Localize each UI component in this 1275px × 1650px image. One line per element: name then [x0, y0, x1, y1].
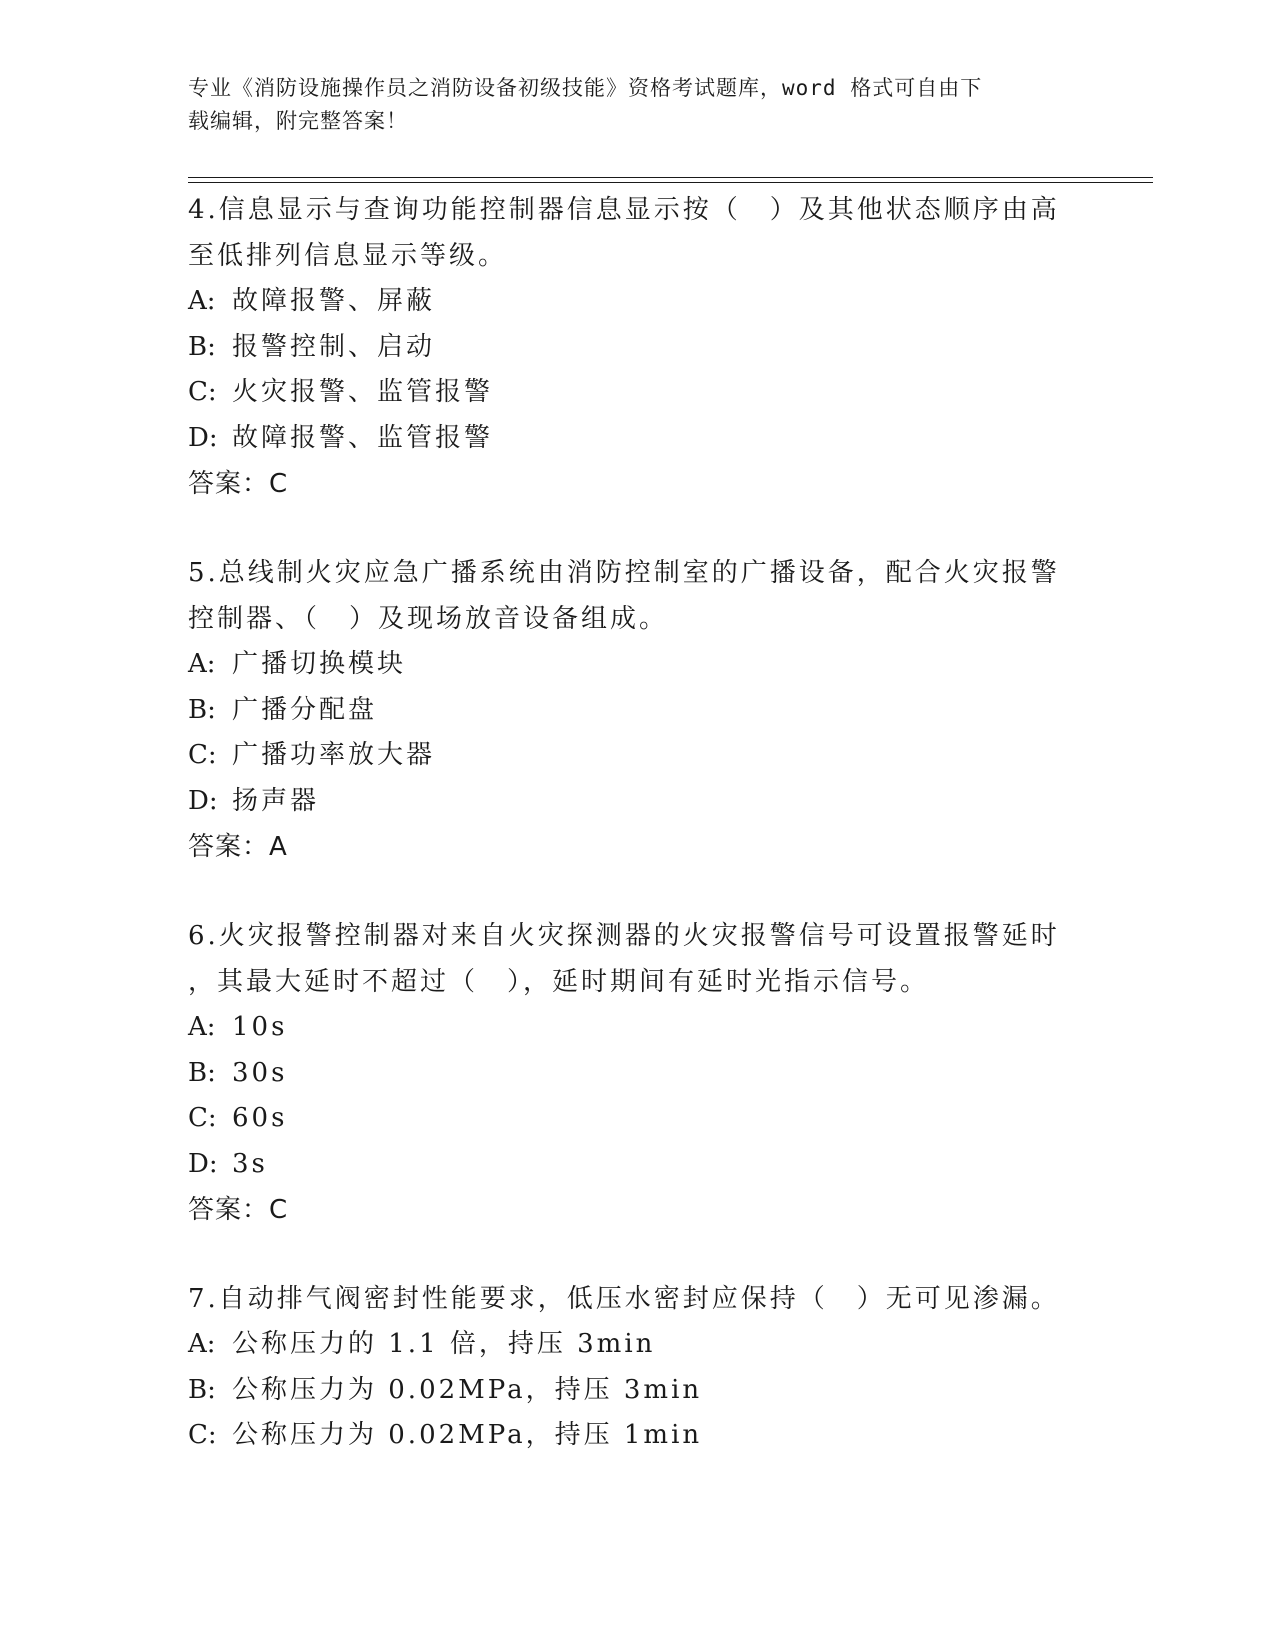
question-6 [188, 913, 1068, 1233]
option-d [188, 416, 1068, 462]
question-stem-line: 4.信息显示与查询功能控制器信息显示按（ ）及其他状态顺序由高 [188, 195, 1060, 225]
question-5 [188, 550, 1068, 870]
option-text: 公称压力为 0.02MPa，持压 1min [232, 1420, 703, 1450]
question-4 [188, 187, 1068, 507]
option-text: 60s [232, 1103, 288, 1133]
header-divider-top [188, 177, 1153, 178]
option-d [188, 1142, 1068, 1188]
option-text: 报警控制、启动 [232, 331, 436, 362]
answer-line: 答案：A [188, 832, 288, 862]
header-line-1: 专业《消防设施操作员之消防设备初级技能》资格考试题库，word 格式可自由下 [188, 76, 983, 100]
option-label: C: [188, 740, 217, 770]
option-label: D: [188, 422, 218, 453]
option-c [188, 1096, 1068, 1142]
question-stem-line: 6.火灾报警控制器对来自火灾探测器的火灾报警信号可设置报警延时 [188, 921, 1060, 951]
option-label: B: [188, 1057, 216, 1088]
option-label: B: [188, 694, 216, 725]
document-header [188, 72, 1068, 138]
option-a [188, 1005, 1068, 1051]
option-c [188, 1413, 1068, 1459]
option-label: B: [188, 331, 216, 362]
option-a [188, 1322, 1068, 1368]
option-b [188, 688, 1068, 734]
question-stem-line: 5.总线制火灾应急广播系统由消防控制室的广播设备，配合火灾报警 [188, 558, 1060, 588]
option-label: C: [188, 1103, 217, 1133]
option-label: C: [188, 377, 217, 407]
option-label: A: [188, 649, 216, 679]
option-label: C: [188, 1420, 217, 1450]
option-text: 故障报警、监管报警 [232, 422, 494, 453]
option-text: 扬声器 [232, 785, 320, 816]
header-divider-bottom [188, 182, 1153, 183]
option-text: 故障报警、屏蔽 [232, 286, 436, 316]
question-stem-line: 7.自动排气阀密封性能要求，低压水密封应保持（ ）无可见渗漏。 [188, 1284, 1060, 1314]
option-d [188, 779, 1068, 825]
option-label: D: [188, 785, 218, 816]
option-b [188, 325, 1068, 371]
option-text: 公称压力为 0.02MPa，持压 3min [232, 1374, 703, 1405]
option-label: D: [188, 1148, 218, 1179]
question-stem-line: 至低排列信息显示等级。 [188, 241, 508, 271]
option-text: 30s [232, 1057, 288, 1088]
question-7 [188, 1276, 1068, 1459]
option-b [188, 1051, 1068, 1097]
option-text: 火灾报警、监管报警 [232, 377, 494, 407]
option-a [188, 279, 1068, 325]
answer-line: 答案：C [188, 469, 289, 499]
header-line-2: 载编辑，附完整答案！ [188, 109, 408, 133]
answer-line: 答案：C [188, 1195, 289, 1225]
option-text: 广播分配盘 [232, 694, 378, 725]
option-c [188, 733, 1068, 779]
option-text: 广播功率放大器 [232, 740, 436, 770]
option-text: 公称压力的 1.1 倍，持压 3min [232, 1329, 656, 1359]
option-label: A: [188, 1012, 216, 1042]
option-text: 广播切换模块 [232, 649, 407, 679]
question-stem-line: ，其最大延时不超过（ ），延时期间有延时光指示信号。 [188, 967, 930, 997]
option-a [188, 642, 1068, 688]
option-label: A: [188, 1329, 216, 1359]
option-b [188, 1368, 1068, 1414]
question-stem-line: 控制器、（ ）及现场放音设备组成。 [188, 604, 669, 634]
option-text: 10s [232, 1012, 288, 1042]
option-c [188, 370, 1068, 416]
option-text: 3s [232, 1148, 268, 1179]
option-label: A: [188, 286, 216, 316]
option-label: B: [188, 1374, 216, 1405]
